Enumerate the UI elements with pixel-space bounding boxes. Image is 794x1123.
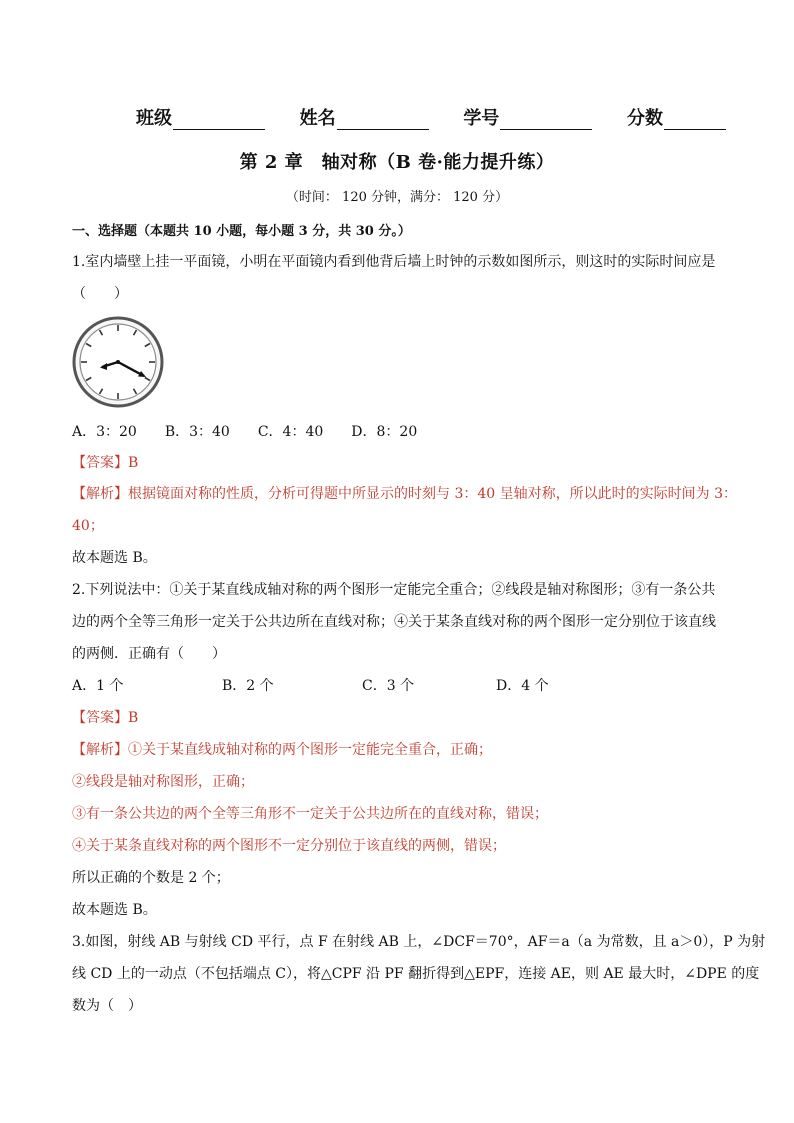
q1-answer-value: B [128, 455, 139, 471]
q2-analysis-line4: ④关于某条直线对称的两个图形不一定分别位于该直线的两侧，错误； [72, 838, 506, 854]
student-id-label: 学号 [463, 108, 500, 129]
exam-time-info: （时间： 120 分钟，满分： 120 分） [285, 190, 509, 205]
q2-stem-line1: 2.下列说法中：①关于某直线成轴对称的两个图形一定能完全重合；②线段是轴对称图形；③有一条公共 [72, 582, 716, 598]
q2-option-a[interactable]: A．1 个 [72, 678, 124, 694]
q2-analysis-line3: ③有一条公共边的两个全等三角形不一定关于公共边所在的直线对称，错误； [72, 806, 548, 822]
q2-stem-line3: 的两侧．正确有（ ） [72, 646, 226, 662]
q1-analysis-text: 根据镜面对称的性质，分析可得题中所显示的时刻与 3：40 呈轴对称，所以此时的实际时间为 3： [128, 486, 737, 502]
name-blank[interactable] [337, 111, 429, 130]
q2-analysis-tag: 【解析】 [72, 742, 128, 758]
q2-conclusion: 故本题选 B。 [72, 902, 157, 918]
q1-options[interactable]: A．3：20 B．3：40 C．4：40 D．8：20 [72, 424, 418, 440]
q1-answer-tag: 【答案】 [72, 455, 128, 471]
class-field [136, 104, 265, 130]
q2-answer-tag: 【答案】 [72, 710, 128, 726]
score-label: 分数 [626, 108, 663, 129]
q3-stem-line1: 3.如图，射线 AB 与射线 CD 平行，点 F 在射线 AB 上，∠DCF＝70°，AF＝a（a 为常数，且 a＞0），P 为射 [72, 934, 766, 950]
q1-stem-line2: （ ） [72, 286, 128, 302]
q2-option-c[interactable]: C．3 个 [362, 678, 415, 694]
class-label: 班级 [136, 108, 172, 129]
page-title: 第 2 章 轴对称（B 卷·能力提升练） [239, 152, 555, 173]
q1-analysis-line2: 40； [72, 518, 104, 534]
clock-center-pin [116, 360, 120, 364]
q2-analysis-line2: ②线段是轴对称图形，正确； [72, 774, 254, 790]
mirrored-clock-figure [72, 316, 164, 408]
q2-options [72, 675, 549, 695]
q3-stem-line3: 数为（ ） [72, 998, 142, 1014]
score-field [627, 104, 726, 130]
section-heading: 一、选择题（本题共 10 小题，每小题 3 分，共 30 分。） [72, 224, 411, 239]
q1-analysis-tag: 【解析】 [72, 486, 128, 502]
name-label: 姓名 [299, 108, 336, 129]
q1-conclusion: 故本题选 B。 [72, 550, 157, 566]
student-id-blank[interactable] [500, 111, 592, 130]
q2-stem-line2: 边的两个全等三角形一定关于公共边所在直线对称；④关于某条直线对称的两个图形一定分别位于该直线 [72, 614, 716, 630]
q2-answer-value: B [128, 710, 139, 726]
q2-analysis-line1 [72, 739, 492, 759]
q1-answer [72, 452, 138, 472]
name-field [300, 104, 429, 130]
q1-analysis-line1 [72, 483, 737, 503]
q2-option-b[interactable]: B．2 个 [222, 678, 274, 694]
class-blank[interactable] [173, 111, 265, 130]
q2-answer [72, 707, 138, 727]
q3-stem-line2: 线 CD 上的一动点（不包括端点 C），将△CPF 沿 PF 翻折得到△EPF，连接 AE，则 AE 最大时，∠DPE 的度 [72, 966, 760, 982]
student-id-field [463, 104, 592, 130]
score-blank[interactable] [664, 111, 726, 130]
q2-count-line: 所以正确的个数是 2 个； [72, 870, 230, 886]
student-info-line [136, 104, 726, 130]
q2-analysis-text: ①关于某直线成轴对称的两个图形一定能完全重合，正确； [128, 742, 492, 758]
q2-option-d[interactable]: D．4 个 [496, 678, 549, 694]
q1-stem-line1: 1.室内墙壁上挂一平面镜，小明在平面镜内看到他背后墙上时钟的示数如图所示，则这时的实际时间应是 [72, 254, 716, 270]
